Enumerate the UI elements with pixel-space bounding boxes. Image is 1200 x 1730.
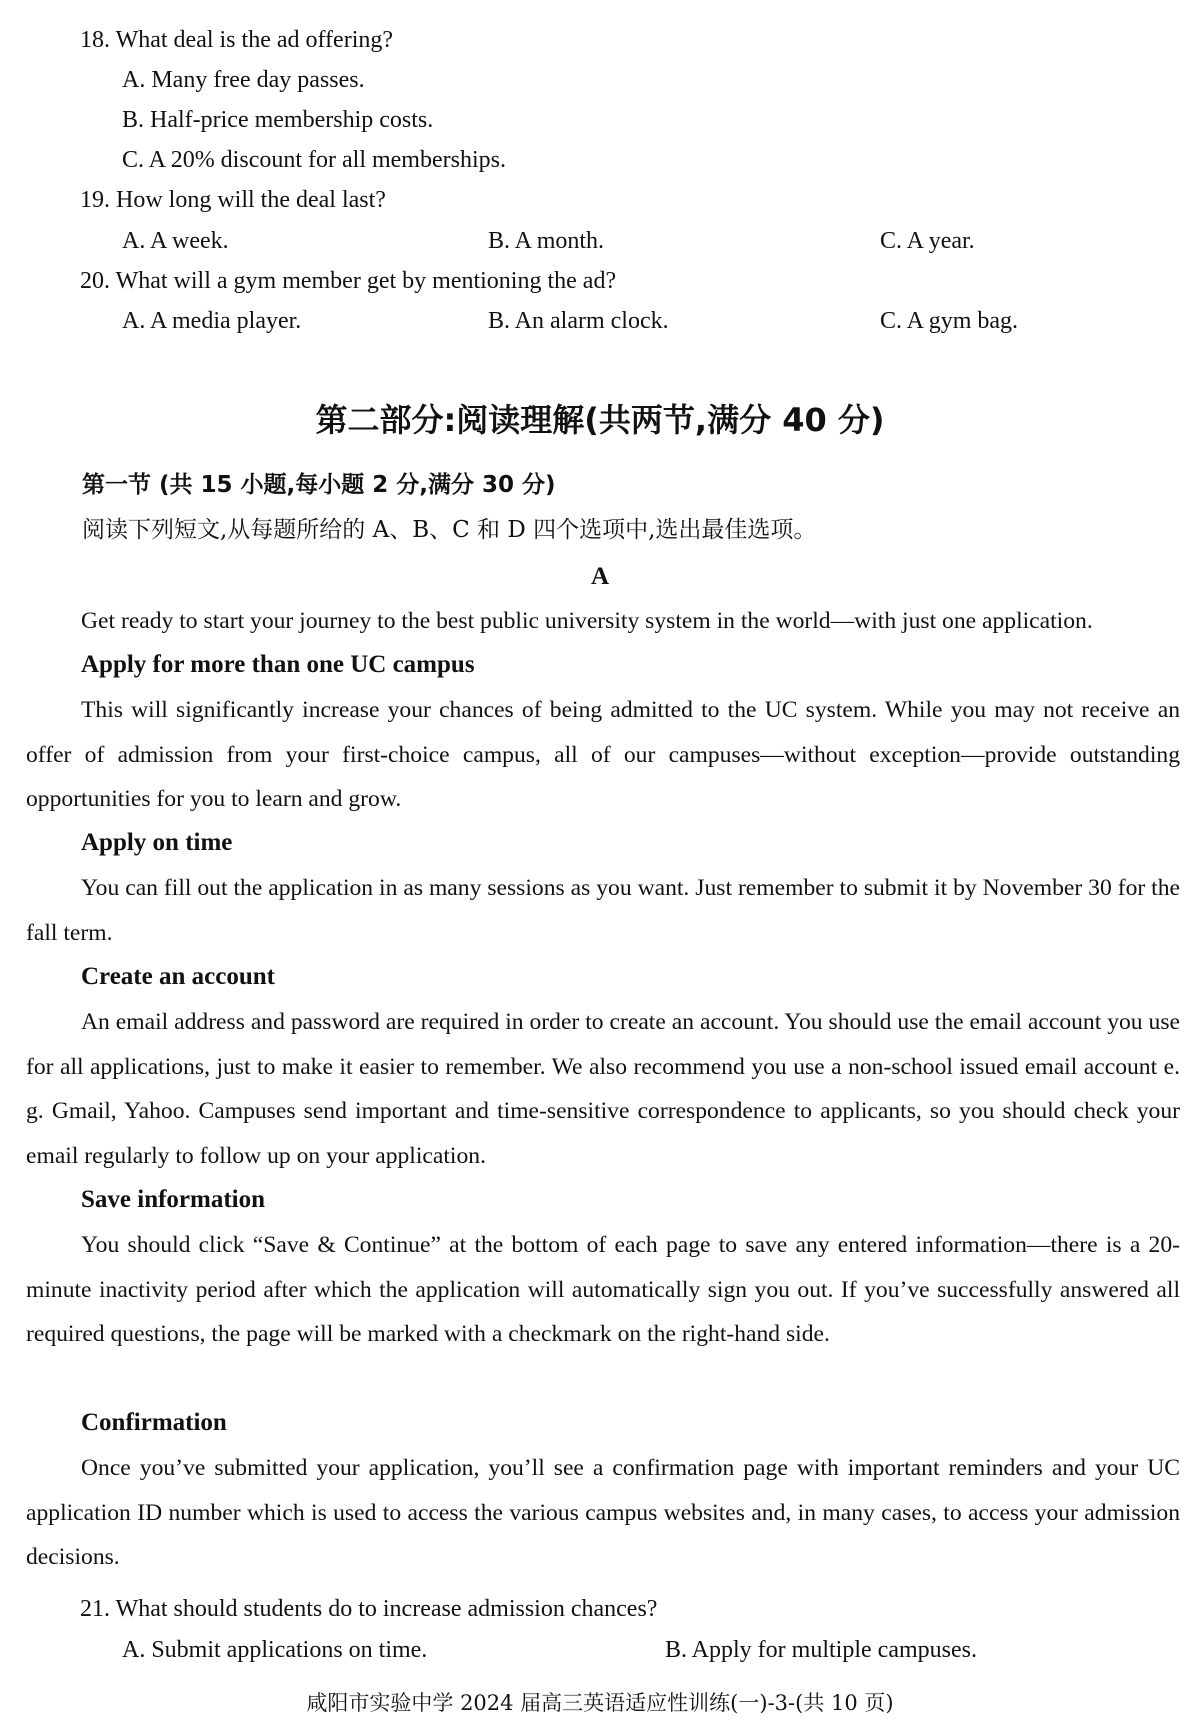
passage-paragraph-save-information bbox=[26, 1223, 1180, 1357]
question-20-option-b: B. An alarm clock. bbox=[488, 308, 669, 334]
question-18-option-c: C. A 20% discount for all memberships. bbox=[122, 147, 506, 173]
question-19-stem: 19. How long will the deal last? bbox=[80, 187, 386, 213]
passage-paragraph-apply-on-time bbox=[26, 866, 1180, 955]
passage-heading-create-account: Create an account bbox=[81, 963, 275, 990]
page-footer: 咸阳市实验中学 2024 届高三英语适应性训练(一)-3-(共 10 页) bbox=[306, 1691, 894, 1715]
question-19-option-b: B. A month. bbox=[488, 228, 605, 254]
question-19-option-c: C. A year. bbox=[880, 228, 975, 254]
paragraph-text: You can fill out the application in as many sessions as you want. Just remember to submit it by November 30 for the fall term. bbox=[26, 875, 1180, 946]
paragraph-text: This will significantly increase your chances of being admitted to the UC system. While you may not receive an offer of admission from your first-choice campus, all of our campuses—without exception—provide outstanding opportunities for you to learn and grow. bbox=[26, 697, 1180, 813]
question-21-option-b: B. Apply for multiple campuses. bbox=[665, 1637, 977, 1663]
question-20-option-c: C. A gym bag. bbox=[880, 308, 1019, 334]
question-18-stem: 18. What deal is the ad offering? bbox=[80, 27, 394, 53]
passage-heading-multiple-campuses: Apply for more than one UC campus bbox=[81, 651, 475, 678]
question-21-stem: 21. What should students do to increase admission chances? bbox=[80, 1596, 658, 1622]
passage-label: A bbox=[590, 563, 610, 590]
reading-instruction: 阅读下列短文,从每题所给的 A、B、C 和 D 四个选项中,选出最佳选项。 bbox=[82, 517, 817, 543]
passage-heading-apply-on-time: Apply on time bbox=[81, 829, 233, 856]
passage-intro: Get ready to start your journey to the best public university system in the world—with just one application. bbox=[81, 608, 1093, 634]
passage-paragraph-multiple-campuses bbox=[26, 688, 1180, 822]
paragraph-text: An email address and password are required in order to create an account. You should use the email account you use for all applications, just to make it easier to remember. We also recommend you use a non-school issued email account e. g. Gmail, Yahoo. Campuses send important and time-sensitive correspondence to applicants, so you should check your email regularly to follow up on your application. bbox=[26, 1009, 1180, 1170]
question-18-option-a: A. Many free day passes. bbox=[122, 67, 365, 93]
passage-paragraph-create-account bbox=[26, 1000, 1180, 1179]
question-19-option-a: A. A week. bbox=[122, 228, 229, 254]
passage-heading-confirmation: Confirmation bbox=[81, 1409, 227, 1436]
paragraph-text: You should click “Save & Continue” at the bottom of each page to save any entered information—there is a 20-minute inactivity period after which the application will automatically sign you out. If you’ve successfully answered all required questions, the page will be marked with a checkmark on the right-hand side. bbox=[26, 1232, 1180, 1348]
passage-heading-save-information: Save information bbox=[81, 1186, 266, 1213]
passage-paragraph-confirmation bbox=[26, 1446, 1180, 1580]
question-21-option-a: A. Submit applications on time. bbox=[122, 1637, 428, 1663]
question-20-stem: 20. What will a gym member get by mentioning the ad? bbox=[80, 268, 617, 294]
part-two-title: 第二部分:阅读理解(共两节,满分 40 分) bbox=[315, 401, 885, 439]
question-20-option-a: A. A media player. bbox=[122, 308, 302, 334]
paragraph-text: Once you’ve submitted your application, you’ll see a confirmation page with important reminders and your UC application ID number which is used to access the various campus websites and, in many cases, to access your admission decisions. bbox=[26, 1455, 1180, 1571]
question-18-option-b: B. Half-price membership costs. bbox=[122, 107, 434, 133]
section-one-title: 第一节 (共 15 小题,每小题 2 分,满分 30 分) bbox=[82, 472, 556, 498]
